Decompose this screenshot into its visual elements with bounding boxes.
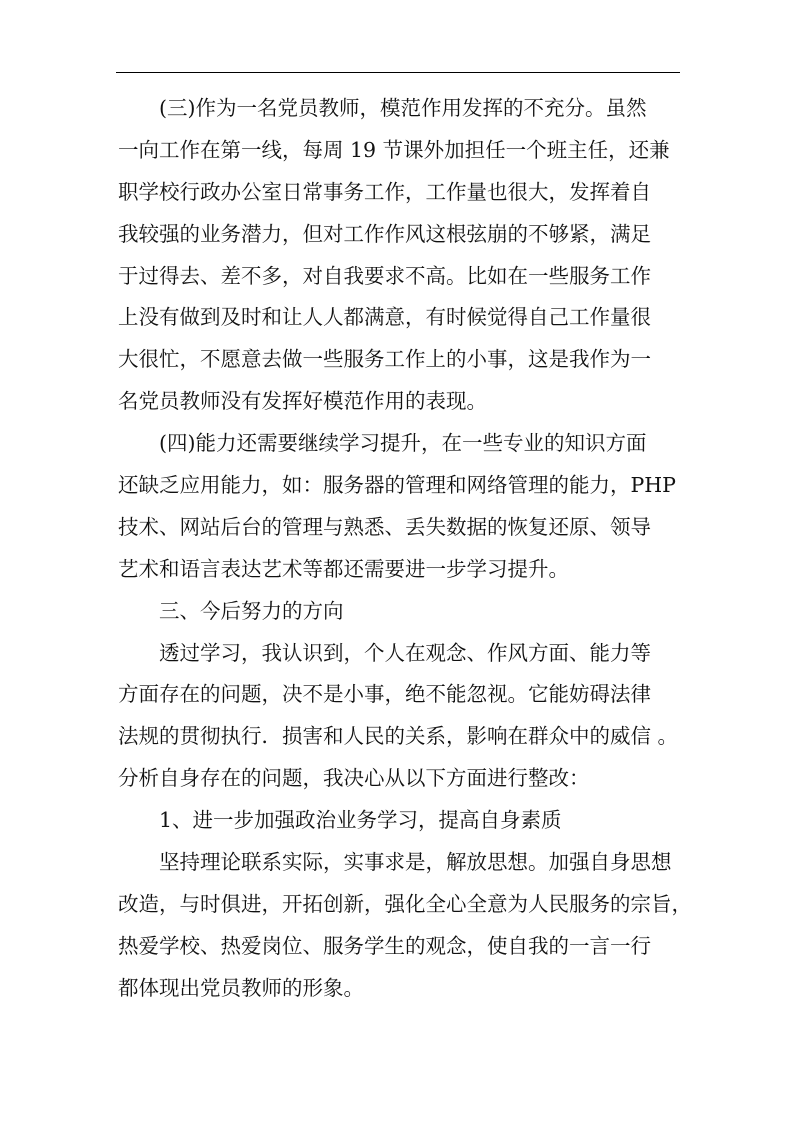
document-body bbox=[118, 88, 692, 1010]
paragraph-line: 技术、网站后台的管理与熟悉、丢失数据的恢复还原、领导 bbox=[118, 514, 651, 539]
paragraph-line: 职学校行政办公室日常事务工作，工作量也很大，发挥着自 bbox=[118, 179, 651, 204]
paragraph-line: 上没有做到及时和让人人都满意，有时候觉得自己工作量很 bbox=[118, 305, 651, 330]
paragraph-line: 透过学习，我认识到，个人在观念、作风方面、能力等 bbox=[159, 640, 651, 665]
section-heading: 三、今后努力的方向 bbox=[159, 598, 344, 623]
paragraph-line: (三)作为一名党员教师，模范作用发挥的不充分。虽然 bbox=[159, 96, 647, 120]
header-rule bbox=[116, 72, 680, 73]
subsection-heading: 1、进一步加强政治业务学习，提高自身素质 bbox=[159, 808, 562, 833]
paragraph-line: 热爱学校、热爱岗位、服务学生的观念，使自我的一言一行 bbox=[118, 933, 651, 958]
paragraph-line: 于过得去、差不多，对自我要求不高。比如在一些服务工作 bbox=[118, 263, 651, 288]
paragraph-line: 法规的贯彻执行．损害和人民的关系，影响在群众中的威信 。 bbox=[118, 724, 679, 749]
paragraph-line: 我较强的业务潜力，但对工作作风这根弦崩的不够紧，满足 bbox=[118, 221, 651, 246]
paragraph-line: 还缺乏应用能力，如：服务器的管理和网络管理的能力，PHP bbox=[118, 473, 676, 498]
paragraph-line: 名党员教师没有发挥好模范作用的表现。 bbox=[118, 389, 487, 414]
paragraph-line: 一向工作在第一线，每周 19 节课外加担任一个班主任，还兼 bbox=[118, 137, 670, 162]
paragraph-line: 大很忙，不愿意去做一些服务工作上的小事，这是我作为一 bbox=[118, 347, 651, 372]
paragraph-line: 艺术和语言表达艺术等都还需要进一步学习提升。 bbox=[118, 556, 569, 581]
paragraph-line: 分析自身存在的问题，我决心从以下方面进行整改： bbox=[118, 766, 590, 791]
paragraph-line: 都体现出党员教师的形象。 bbox=[118, 975, 364, 1000]
paragraph-line: (四)能力还需要继续学习提升，在一些专业的知识方面 bbox=[159, 431, 647, 456]
paragraph-line: 坚持理论联系实际，实事求是，解放思想。加强自身思想 bbox=[159, 850, 672, 875]
paragraph-line: 改造，与时俱进，开拓创新，强化全心全意为人民服务的宗旨， bbox=[118, 891, 692, 916]
paragraph-line: 方面存在的问题，决不是小事，绝不能忽视。它能妨碍法律 bbox=[118, 682, 651, 707]
